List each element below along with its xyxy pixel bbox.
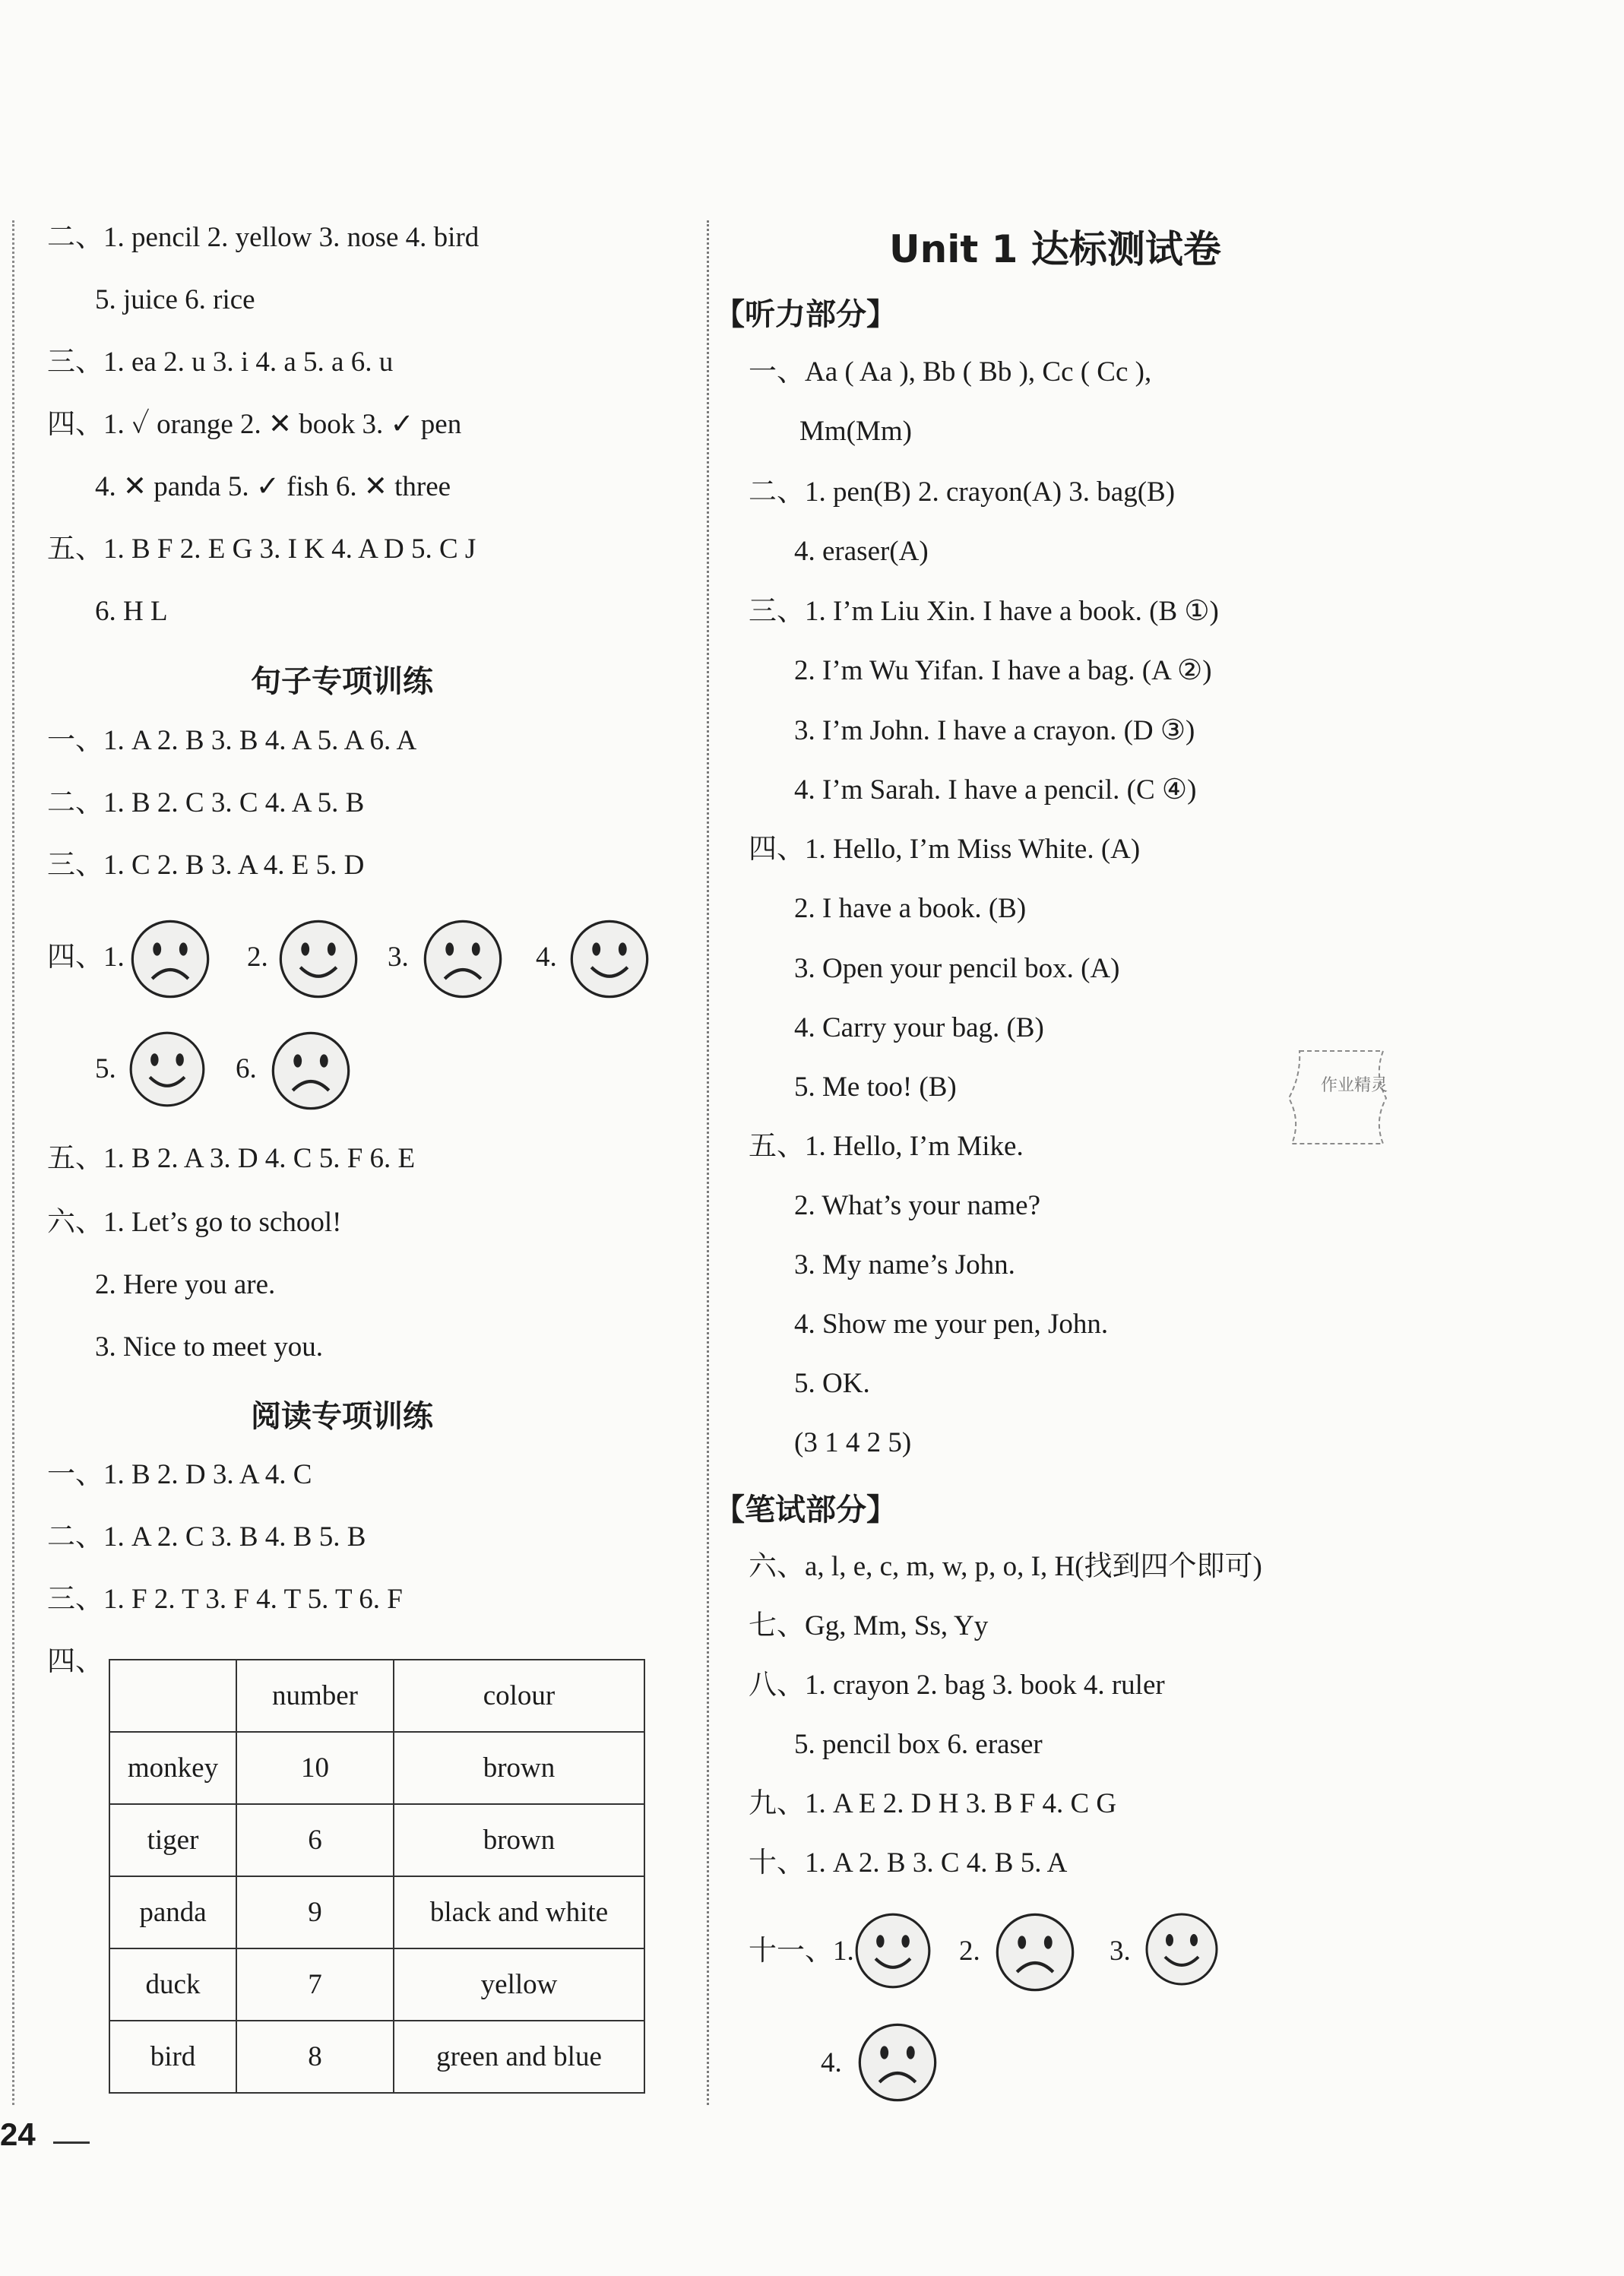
answer-line: 五、1. B 2. A 3. D 4. C 5. F 6. E bbox=[47, 1143, 416, 1174]
answer-label: 2. bbox=[959, 1936, 980, 1967]
section-heading-listening: 【听力部分】 bbox=[714, 297, 897, 332]
stamp-text: 作业精灵 bbox=[1321, 1076, 1388, 1095]
answer-line: 一、Aa ( Aa ), Bb ( Bb ), Cc ( Cc ), bbox=[749, 356, 1152, 388]
sad-face-icon bbox=[129, 918, 211, 1000]
table-cell: 10 bbox=[236, 1732, 394, 1804]
answer-line: 5. OK. bbox=[794, 1368, 870, 1399]
answer-line: 四、1. Hello, I’m Miss White. (A) bbox=[749, 834, 1141, 865]
table-cell: 9 bbox=[236, 1876, 394, 1948]
table-cell: 6 bbox=[236, 1804, 394, 1876]
answer-line: 三、1. C 2. B 3. A 4. E 5. D bbox=[47, 850, 365, 881]
answer-line: 九、1. A E 2. D H 3. B F 4. C G bbox=[749, 1788, 1117, 1819]
answer-line: 2. I’m Wu Yifan. I have a bag. (A ②) bbox=[794, 655, 1212, 686]
table-row bbox=[109, 1948, 644, 2021]
answer-line: Mm(Mm) bbox=[799, 416, 912, 447]
answer-line: 4. ✕ panda 5. ✓ fish 6. ✕ three bbox=[95, 471, 451, 502]
table-cell: tiger bbox=[109, 1804, 236, 1876]
happy-face-icon bbox=[568, 918, 651, 1000]
answer-line: 2. I have a book. (B) bbox=[794, 893, 1027, 924]
table-row bbox=[109, 2021, 644, 2093]
answer-line: 4. I’m Sarah. I have a pencil. (C ④) bbox=[794, 774, 1197, 806]
table-header-row bbox=[109, 1660, 644, 1732]
answer-line: 6. H L bbox=[95, 596, 168, 627]
answer-line: 四、1. ✓ orange 2. ✕ book 3. ✓ pen bbox=[47, 409, 462, 440]
answer-line: 一、1. A 2. B 3. B 4. A 5. A 6. A bbox=[47, 725, 417, 756]
table-cell: bird bbox=[109, 2021, 236, 2093]
answer-line: 五、1. Hello, I’m Mike. bbox=[749, 1131, 1024, 1162]
page-title: Unit 1 达标测试卷 bbox=[889, 227, 1221, 271]
sad-face-icon bbox=[270, 1030, 352, 1112]
table-cell: 8 bbox=[236, 2021, 394, 2093]
table-header-cell: number bbox=[236, 1660, 394, 1732]
answer-label: 十一、1. bbox=[749, 1936, 854, 1967]
table-header-cell: colour bbox=[394, 1660, 644, 1732]
answer-line: 3. I’m John. I have a crayon. (D ③) bbox=[794, 715, 1195, 746]
answer-line: 六、1. Let’s go to school! bbox=[47, 1207, 342, 1238]
table-cell: panda bbox=[109, 1876, 236, 1948]
answer-label: 2. bbox=[247, 942, 268, 973]
answer-line: 二、1. B 2. C 3. C 4. A 5. B bbox=[47, 787, 365, 818]
answer-line: 4. Carry your bag. (B) bbox=[794, 1012, 1044, 1043]
happy-face-icon bbox=[128, 1030, 207, 1109]
sad-face-icon bbox=[422, 918, 504, 1000]
answer-line: 十、1. A 2. B 3. C 4. B 5. A bbox=[749, 1847, 1068, 1879]
table-cell: black and white bbox=[394, 1876, 644, 1948]
answer-line: (3 1 4 2 5) bbox=[794, 1427, 912, 1458]
answer-line: 三、1. ea 2. u 3. i 4. a 5. a 6. u bbox=[47, 347, 394, 378]
answer-label: 3. bbox=[1110, 1936, 1131, 1967]
table-cell: duck bbox=[109, 1948, 236, 2021]
watermark-stamp-icon bbox=[1277, 1045, 1398, 1159]
page-number: 24 bbox=[0, 2116, 36, 2152]
answer-line: 3. My name’s John. bbox=[794, 1249, 1015, 1280]
happy-face-icon bbox=[853, 1911, 932, 1990]
answer-line: 二、1. pen(B) 2. crayon(A) 3. bag(B) bbox=[749, 476, 1176, 508]
answer-label: 4. bbox=[821, 2047, 842, 2078]
answer-label: 6. bbox=[236, 1053, 257, 1084]
answer-line: 5. pencil box 6. eraser bbox=[794, 1729, 1043, 1760]
table-cell: brown bbox=[394, 1804, 644, 1876]
animal-table bbox=[109, 1659, 645, 2094]
table-row bbox=[109, 1804, 644, 1876]
answer-line: 二、1. pencil 2. yellow 3. nose 4. bird bbox=[47, 222, 480, 253]
table-header-cell bbox=[109, 1660, 236, 1732]
answer-line: 八、1. crayon 2. bag 3. book 4. ruler bbox=[749, 1670, 1165, 1701]
answer-line: 2. What’s your name? bbox=[794, 1190, 1041, 1221]
answer-label: 四、1. bbox=[47, 942, 125, 973]
sad-face-icon bbox=[856, 2021, 939, 2103]
sad-face-icon bbox=[994, 1911, 1076, 1993]
section-heading-sentences: 句子专项训练 bbox=[251, 664, 433, 699]
answer-line: 一、1. B 2. D 3. A 4. C bbox=[47, 1459, 312, 1490]
table-cell: brown bbox=[394, 1732, 644, 1804]
table-cell: yellow bbox=[394, 1948, 644, 2021]
answer-line: 4. eraser(A) bbox=[794, 536, 929, 567]
table-row bbox=[109, 1876, 644, 1948]
happy-face-icon bbox=[277, 918, 359, 1000]
answer-label: 3. bbox=[388, 942, 409, 973]
answer-line: 3. Nice to meet you. bbox=[95, 1331, 324, 1363]
answer-label: 四、 bbox=[47, 1646, 103, 1677]
answer-label: 5. bbox=[95, 1053, 116, 1084]
table-cell: monkey bbox=[109, 1732, 236, 1804]
answer-line: 二、1. A 2. C 3. B 4. B 5. B bbox=[47, 1521, 366, 1553]
happy-face-icon bbox=[1144, 1911, 1220, 1987]
page-number-dash bbox=[53, 2141, 90, 2144]
answer-line: 七、Gg, Mm, Ss, Yy bbox=[749, 1610, 989, 1641]
answer-line: 3. Open your pencil box. (A) bbox=[794, 953, 1120, 984]
section-heading-reading: 阅读专项训练 bbox=[251, 1399, 433, 1434]
column-divider bbox=[707, 220, 709, 2105]
answer-label: 4. bbox=[536, 942, 557, 973]
answer-line: 4. Show me your pen, John. bbox=[794, 1309, 1109, 1340]
answer-line: 五、1. B F 2. E G 3. I K 4. A D 5. C J bbox=[47, 533, 476, 565]
table-cell: green and blue bbox=[394, 2021, 644, 2093]
answer-line: 5. juice 6. rice bbox=[95, 284, 255, 315]
answer-line: 三、1. I’m Liu Xin. I have a book. (B ①) bbox=[749, 596, 1219, 627]
answer-line: 三、1. F 2. T 3. F 4. T 5. T 6. F bbox=[47, 1584, 403, 1615]
answer-line: 2. Here you are. bbox=[95, 1269, 276, 1300]
table-cell: 7 bbox=[236, 1948, 394, 2021]
section-heading-writing: 【笔试部分】 bbox=[714, 1493, 897, 1527]
answer-line: 5. Me too! (B) bbox=[794, 1072, 957, 1103]
table-row bbox=[109, 1732, 644, 1804]
left-margin-dots bbox=[12, 220, 14, 2105]
answer-line: 六、a, l, e, c, m, w, p, o, I, H(找到四个即可) bbox=[749, 1551, 1262, 1582]
